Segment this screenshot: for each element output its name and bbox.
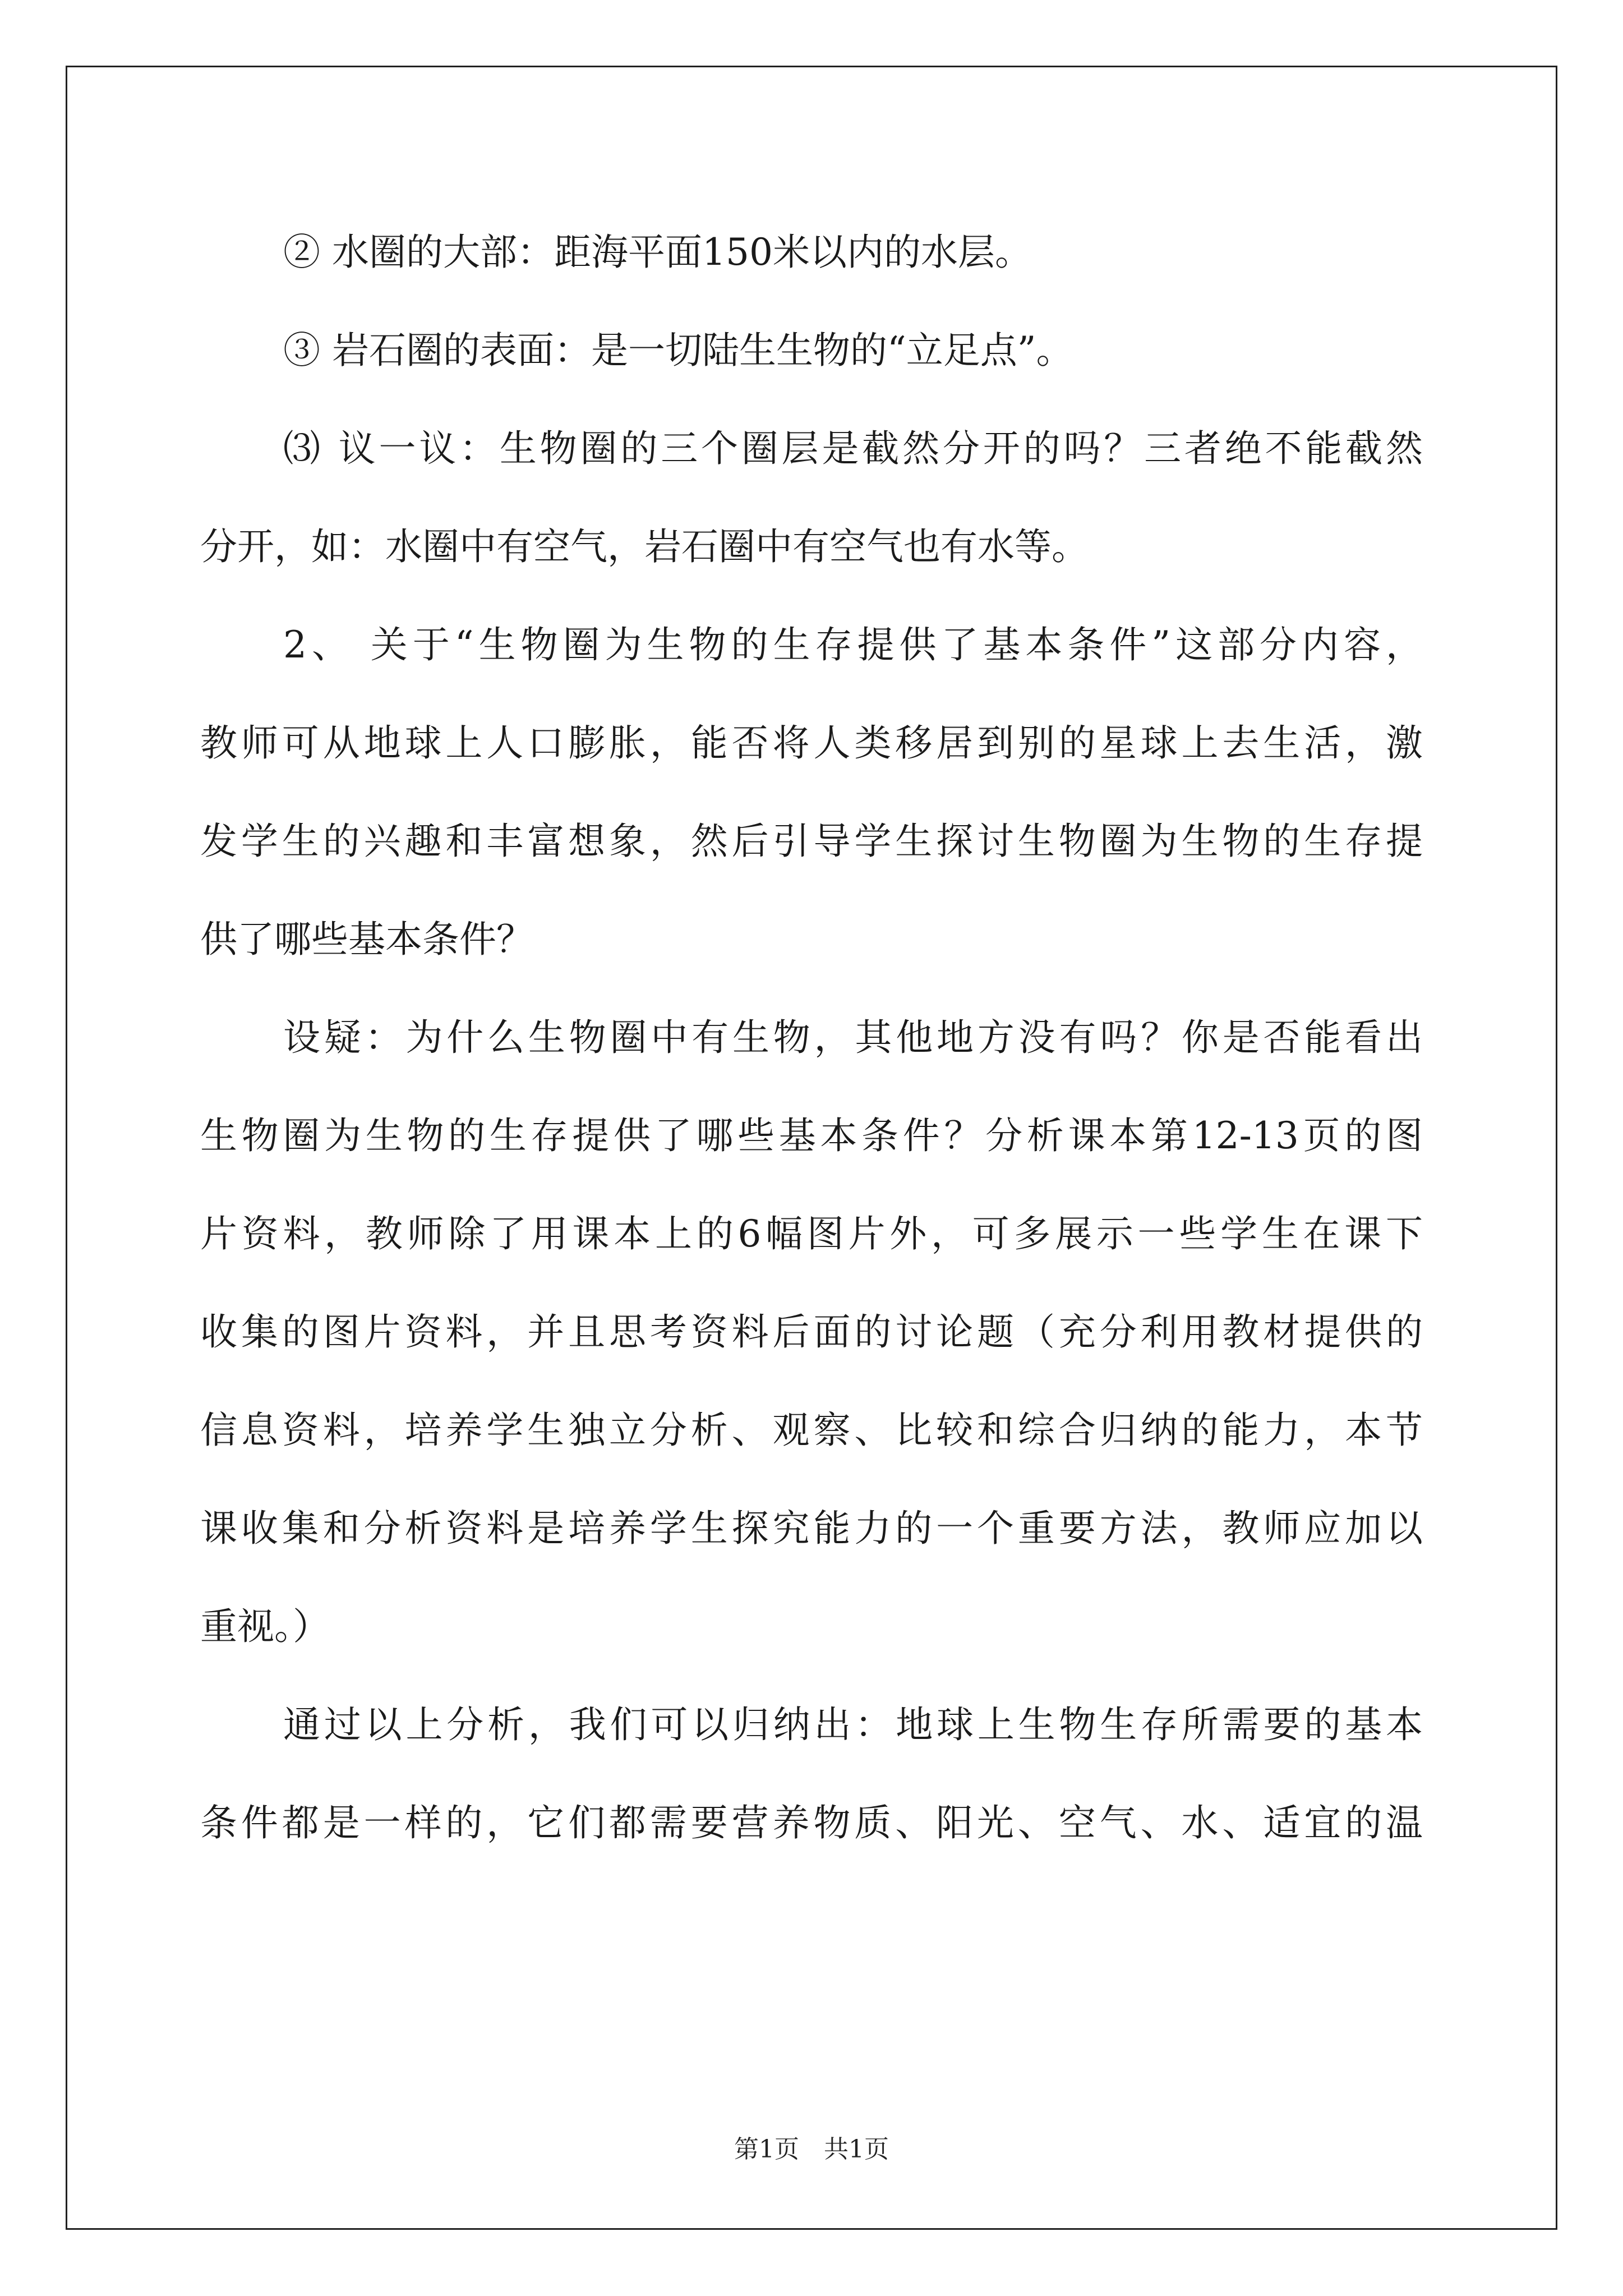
text-line: 课收集和分析资料是培养学生探究能力的一个重要方法，教师应加以 — [200, 1507, 1423, 1550]
text-line: 重视。） — [200, 1605, 330, 1648]
document-body — [200, 210, 1423, 1879]
text-line: 教师可从地球上人口膨胀，能否将人类移居到别的星球上去生活，激 — [200, 721, 1423, 765]
text-line: 片资料，教师除了用课本上的6幅图片外，可多展示一些学生在课下 — [200, 1212, 1423, 1255]
text-line: 条件都是一样的，它们都需要营养物质、阳光、空气、水、适宜的温 — [200, 1801, 1423, 1844]
text-line: ⑶ 议一议：生物圈的三个圈层是截然分开的吗？三者绝不能截然 — [283, 427, 1423, 470]
text-line: 设疑：为什么生物圈中有生物，其他地方没有吗？你是否能看出 — [283, 1016, 1423, 1059]
text-line: ③ 岩石圈的表面：是一切陆生生物的“立足点”。 — [283, 329, 1073, 372]
paragraph-6 — [200, 1683, 1423, 1879]
text-line: 2、 关于“生物圈为生物的生存提供了基本条件”这部分内容， — [283, 623, 1423, 666]
paragraph-3 — [200, 407, 1423, 603]
paragraph-5 — [200, 996, 1423, 1683]
text-line: 信息资料，培养学生独立分析、观察、比较和综合归纳的能力，本节 — [200, 1409, 1423, 1452]
text-line: 生物圈为生物的生存提供了哪些基本条件？分析课本第12-13页的图 — [200, 1114, 1423, 1157]
text-line: 发学生的兴趣和丰富想象，然后引导学生探讨生物圈为生物的生存提 — [200, 820, 1423, 863]
paragraph-1 — [200, 210, 1423, 309]
text-line: 分开，如：水圈中有空气，岩石圈中有空气也有水等。 — [200, 525, 1089, 568]
text-line: ② 水圈的大部：距海平面150米以内的水层。 — [283, 231, 1032, 274]
paragraph-4 — [200, 603, 1423, 996]
text-line: 供了哪些基本条件？ — [200, 918, 533, 961]
paragraph-2 — [200, 309, 1423, 407]
text-line: 通过以上分析，我们可以归纳出：地球上生物生存所需要的基本 — [283, 1703, 1423, 1746]
page-footer: 第1页 共1页 — [734, 2135, 889, 2164]
text-line: 收集的图片资料，并且思考资料后面的讨论题（充分利用教材提供的 — [200, 1310, 1423, 1354]
